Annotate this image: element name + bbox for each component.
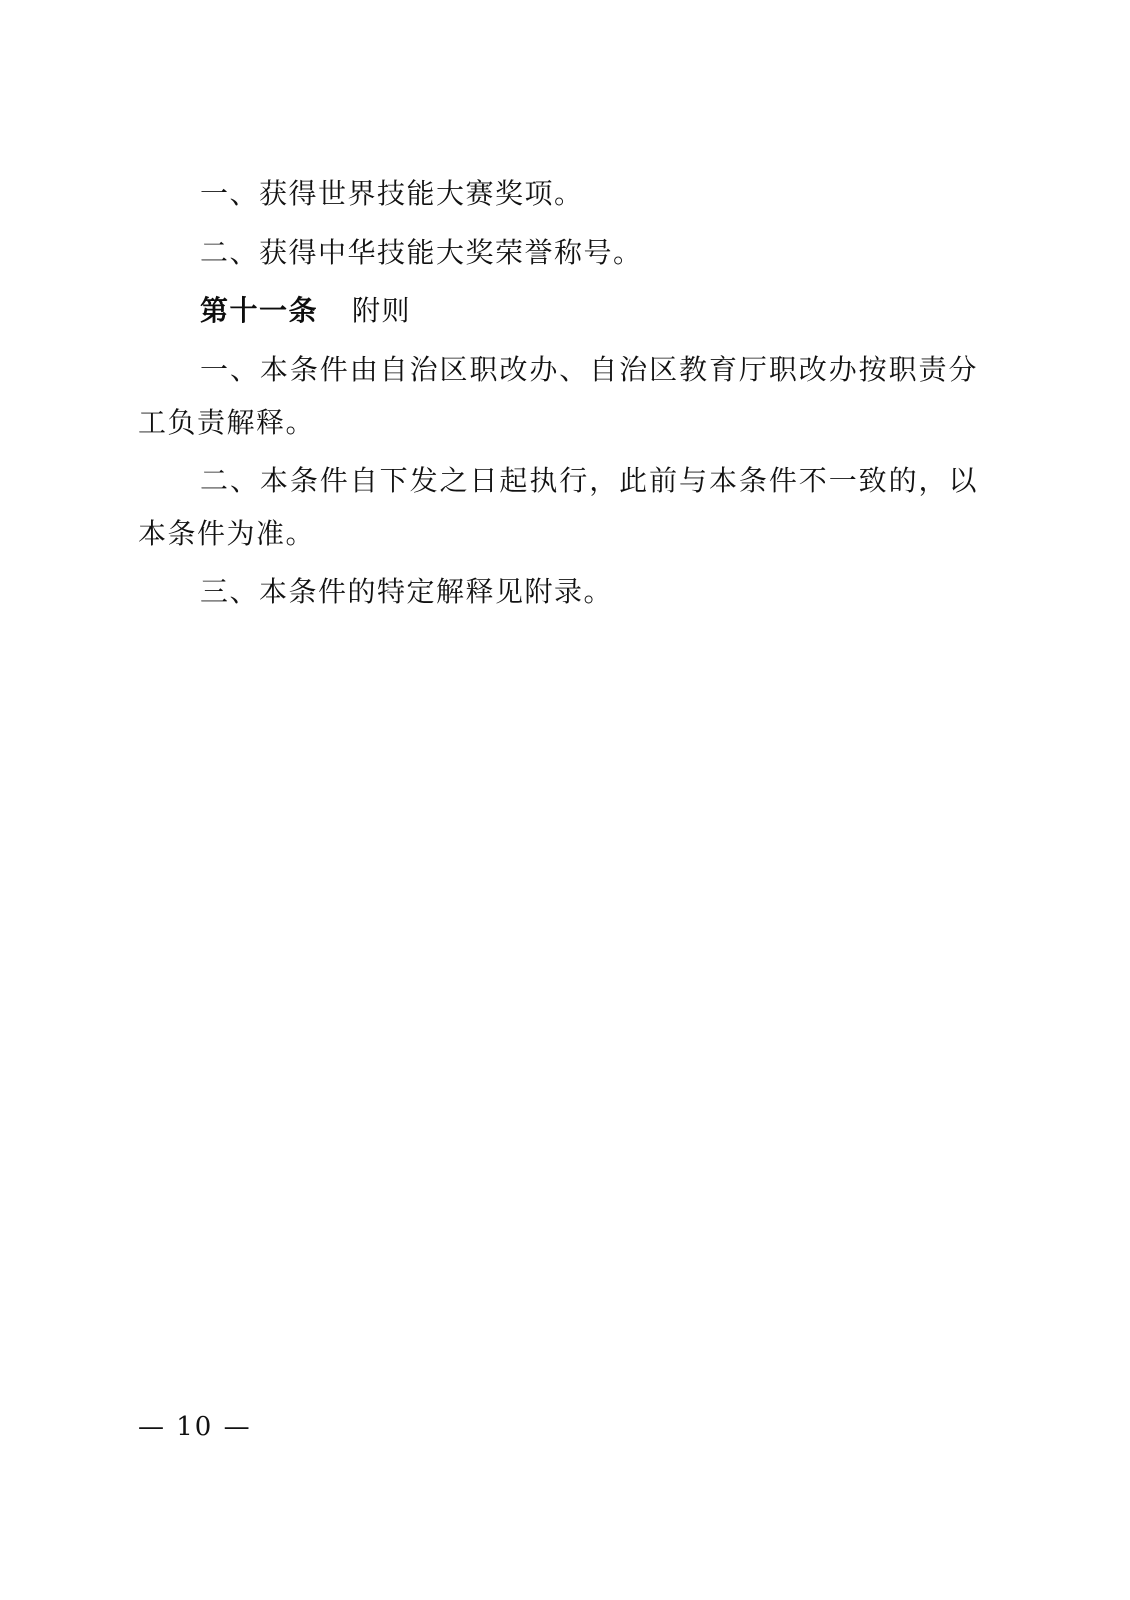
article-heading bbox=[138, 285, 978, 338]
page-footer: — 10 — bbox=[138, 1412, 252, 1442]
article-clause: 三、本条件的特定解释见附录。 bbox=[200, 575, 614, 609]
article-clause: 二、本条件自下发之日起执行，此前与本条件不一致的，以本条件为准。 bbox=[138, 464, 978, 550]
article-title: 附则 bbox=[352, 294, 412, 328]
list-item: 二、获得中华技能大奖荣誉称号。 bbox=[200, 235, 643, 269]
article-number: 第十一条 bbox=[200, 294, 319, 328]
list-item: 一、获得世界技能大赛奖项。 bbox=[200, 177, 584, 210]
page-content bbox=[138, 168, 978, 625]
article-clause: 一、本条件由自治区职改办、自治区教育厅职改办按职责分工负责解释。 bbox=[138, 352, 978, 439]
